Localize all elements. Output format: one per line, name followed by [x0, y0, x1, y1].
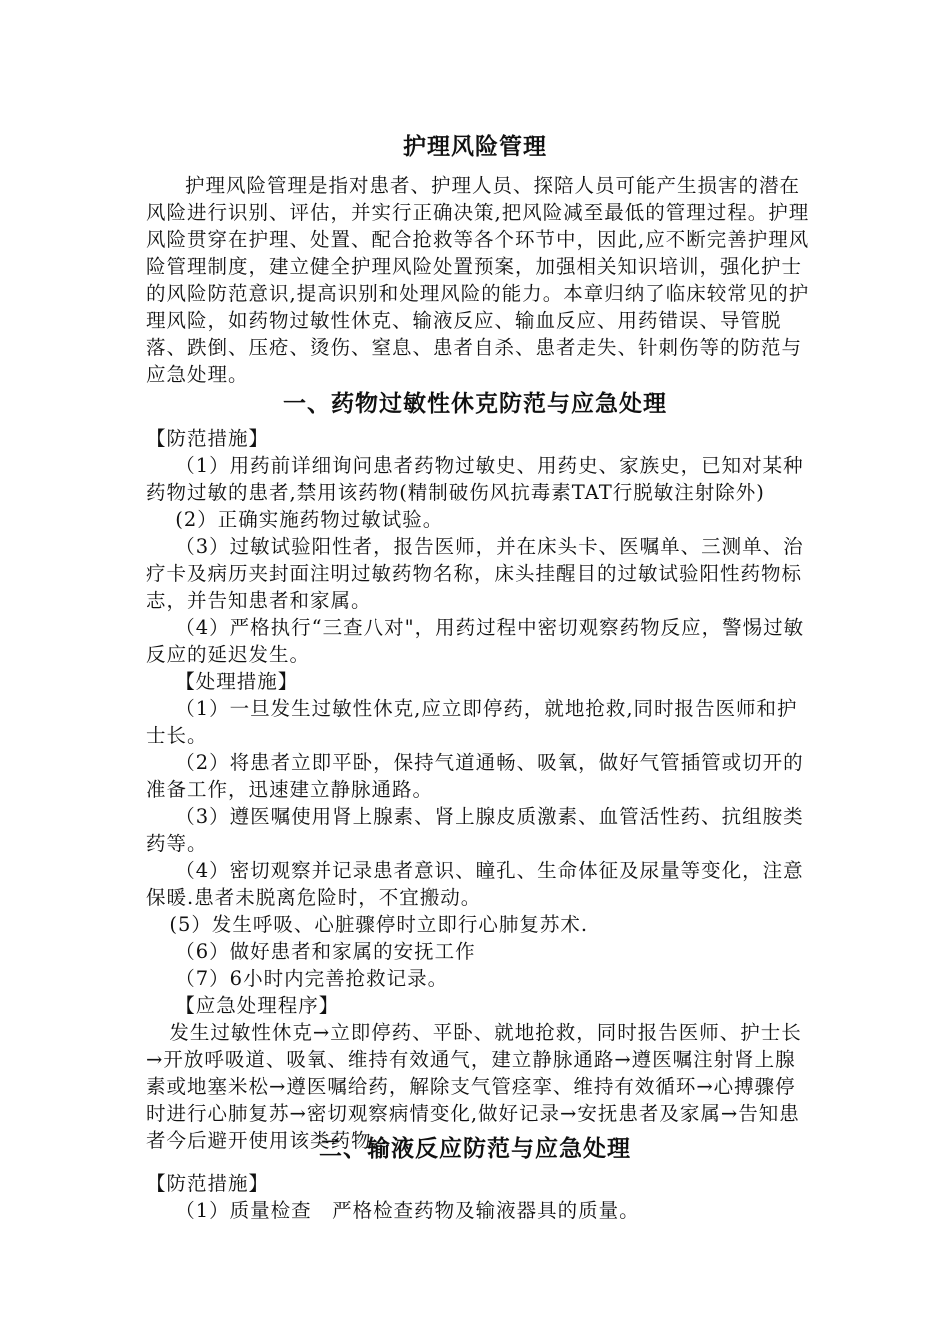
section2-heading: 二、输液反应防范与应急处理 — [319, 1135, 631, 1162]
section1-handle-item: （4）密切观察并记录患者意识、瞳孔、生命体征及尿量等变化，注意保暖.患者未脱离危险时，不宜搬动。 — [146, 859, 804, 909]
page-title: 护理风险管理 — [403, 133, 547, 160]
section2-prevent-label: 【防范措施】 — [146, 1172, 270, 1195]
section1-handle-item: (5）发生呼吸、心脏骤停时立即行心肺复苏术. — [169, 913, 589, 936]
section1-handle-item: （1）一旦发生过敏性休克,应立即停药，就地抢救,同时报告医师和护士长。 — [146, 697, 798, 747]
section1-prevent-item: （3）过敏试验阳性者，报告医师，并在床头卡、医嘱单、三测单、治疗卡及病历夹封面注明过敏药物名称，床头挂醒目的过敏试验阳性药物标志，并告知患者和家属。 — [146, 535, 804, 612]
section1-handle-item: （7）6小时内完善抢救记录。 — [175, 967, 449, 990]
section1-prevent-item: （4）严格执行“三查八对"，用药过程中密切观察药物反应，警惕过敏反应的延迟发生。 — [146, 616, 805, 666]
section1-body — [146, 425, 811, 1154]
section2-prevent-item: （1）质量检查 严格检查药物及输液器具的质量。 — [175, 1199, 640, 1222]
section1-prevent-item: (2）正确实施药物过敏试验。 — [175, 508, 444, 531]
intro-text: 护理风险管理是指对患者、护理人员、探陪人员可能产生损害的潜在风险进行识别、评估，并实行正确决策,把风险减至最低的管理过程。护理风险贯穿在护理、处置、配合抢救等各个环节中，因此,应不断完善护理风险管理制度，建立健全护理风险处置预案，加强相关知识培训，强化护士的风险防范意识,提高识别和处理风险的能力。本章归纳了临床较常见的护理风险，如药物过敏性休克、输液反应、输血反应、用药错误、导管脱落、跌倒、压疮、烫伤、窒息、患者自杀、患者走失、针刺伤等的防范与应急处理。 — [146, 174, 810, 386]
section1-handle-item: （6）做好患者和家属的安抚工作 — [175, 940, 476, 963]
intro-paragraph — [146, 172, 811, 388]
section2-body — [146, 1170, 811, 1224]
section1-handle-item: （2）将患者立即平卧，保持气道通畅、吸氧，做好气管插管或切开的准备工作，迅速建立静脉通路。 — [146, 751, 804, 801]
section1-handle-label: 【处理措施】 — [175, 670, 299, 693]
section1-prevent-label: 【防范措施】 — [146, 427, 270, 450]
section1-heading: 一、药物过敏性休克防范与应急处理 — [283, 390, 667, 417]
section1-emergency-text: 发生过敏性休克→立即停药、平卧、就地抢救，同时报告医师、护士长→开放呼吸道、吸氧、维持有效通气，建立静脉通路→遵医嘱注射肾上腺素或地塞米松→遵医嘱给药，解除支气管痉挛、维持有效循环→心搏骤停时进行心肺复苏→密切观察病情变化,做好记录→安抚患者及家属→告知患者今后避开使用该类药物。 — [146, 1021, 802, 1152]
section1-prevent-item: （1）用药前详细询问患者药物过敏史、用药史、家族史，已知对某种药物过敏的患者,禁用该药物(精制破伤风抗毒素TAT行脱敏注射除外) — [146, 454, 804, 504]
section1-emergency-label: 【应急处理程序】 — [175, 994, 340, 1017]
section1-handle-item: （3）遵医嘱使用肾上腺素、肾上腺皮质激素、血管活性药、抗组胺类药等。 — [146, 805, 804, 855]
